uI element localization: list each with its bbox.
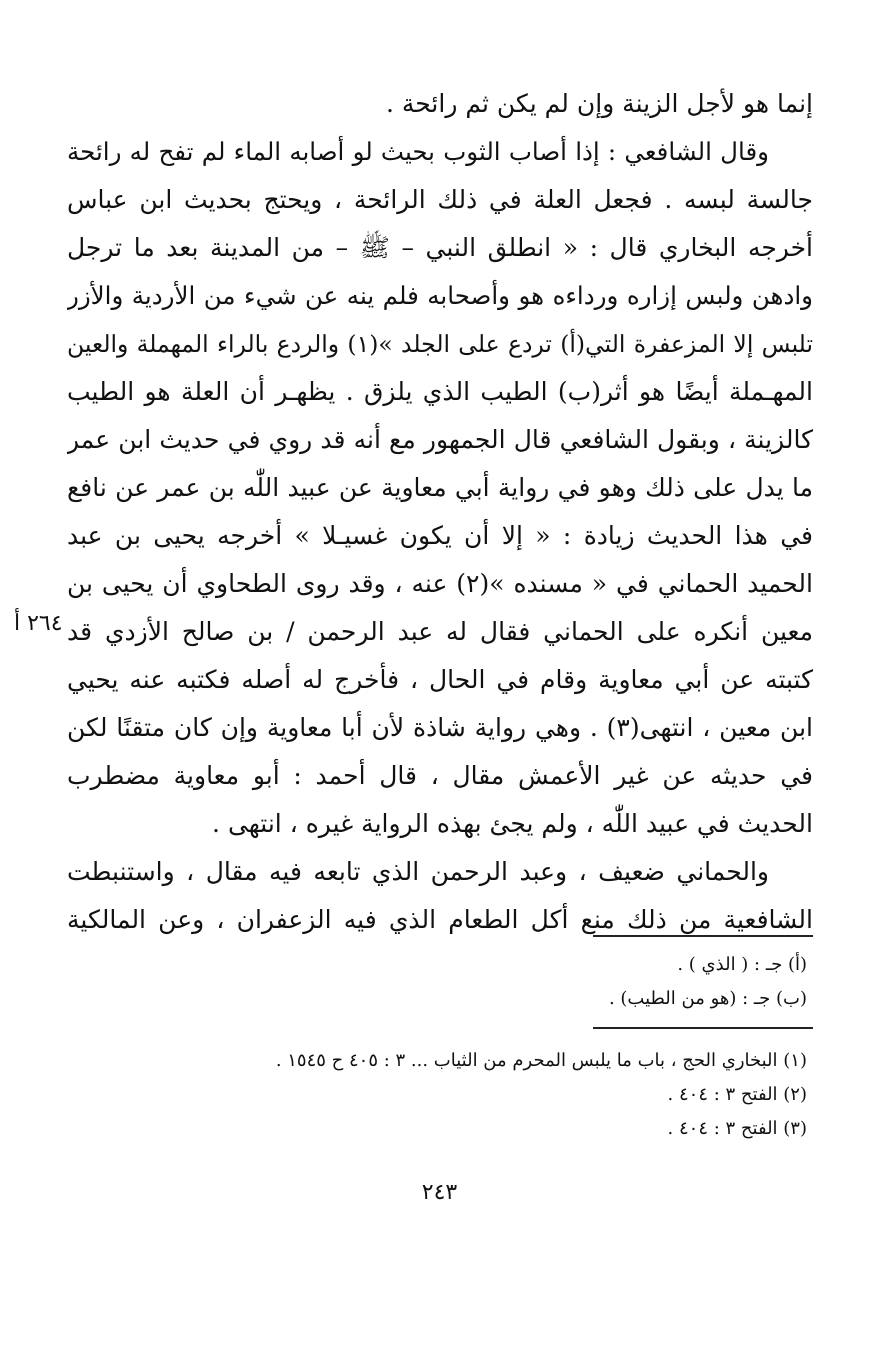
text-line: تلبس إلا المزعفرة التي(أ) تردع على الجلد »(١) والردع بالراء المهملة والعين [67,330,813,358]
text-line: في حديثه عن غير الأعمش مقال ، قال أحمد : أبو معاوية مضطرب [67,761,813,790]
footnote-divider [593,1027,813,1029]
text-line: الحديث في عبيد اللّٰه ، ولم يجئ بهذه الرواية غيره ، انتهى . [212,809,813,838]
text-line: كالزينة ، وبقول الشافعي قال الجمهور مع أنه قد روي في حديث ابن عمر [67,425,813,454]
text-line: وادهن ولبس إزاره ورداءه هو وأصحابه فلم ينه عن شيء من الأردية والأزر [67,281,813,310]
main-text [67,80,813,944]
footnote-divider [593,935,813,937]
footnote: (٢) الفتح ٣ : ٤٠٤ . [667,1084,807,1105]
text-line: والحماني ضعيف ، وعبد الرحمن الذي تابعه فيه مقال ، واستنبطت [67,857,769,886]
text-line: كتبته عن أبي معاوية وقام في الحال ، فأخرج له أصله فكتبه عنه يحيي [67,665,813,694]
text-line: الشافعية من ذلك منع أكل الطعام الذي فيه الزعفران ، وعن المالكية [67,905,813,934]
variant-notes [67,948,807,1016]
manuscript-folio-marker: ٢٦٤ أ [14,611,63,636]
text-line: ما يدل على ذلك وهو في رواية أبي معاوية عن عبيد اللّٰه بن عمر عن نافع [67,473,813,502]
text-line: جالسة لبسه . فجعل العلة في ذلك الرائحة ، ويحتج بحديث ابن عباس [67,185,813,214]
variant-note: (ب) جـ : (هو من الطيب) . [608,988,807,1009]
text-line: المهـملة أيضًا هو أثر(ب) الطيب الذي يلزق . يظهـر أن العلة هو الطيب [67,377,813,406]
text-line: ابن معين ، انتهى(٣) . وهي رواية شاذة لأن أبا معاوية وإن كان متقنًا لكن [67,713,813,742]
footnotes [67,1044,807,1146]
footnote: (١) البخاري الحج ، باب ما يلبس المحرم من الثياب ... ٣ : ٤٠٥ ح ١٥٤٥ . [275,1050,807,1071]
text-line: الحميد الحماني في « مسنده »(٢) عنه ، وقد روى الطحاوي أن يحيى بن [67,569,813,598]
page-number: ٢٤٣ [421,1180,458,1205]
variant-note: (أ) جـ : ( الذي ) . [677,954,807,975]
footnote: (٣) الفتح ٣ : ٤٠٤ . [667,1118,807,1139]
text-line: وقال الشافعي : إذا أصاب الثوب بحيث لو أصابه الماء لم تفح له رائحة [67,137,769,166]
text-line: أخرجه البخاري قال : « انطلق النبي – ﷺ – من المدينة بعد ما ترجل [67,233,813,262]
text-line: إنما هو لأجل الزينة وإن لم يكن ثم رائحة . [386,89,813,118]
text-line: في هذا الحديث زيادة : « إلا أن يكون غسيـلا » أخرجه يحيى بن عبد [67,521,813,550]
text-line: معين أنكره على الحماني فقال له عبد الرحمن / بن صالح الأزدي قد [67,617,813,646]
